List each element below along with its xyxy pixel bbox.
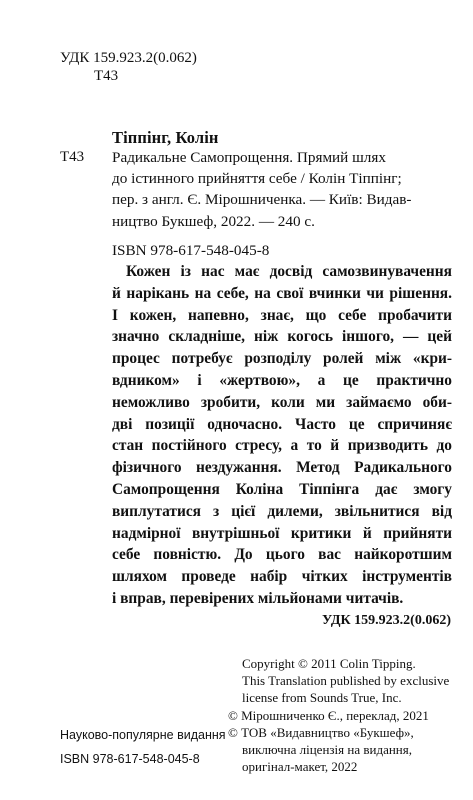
copyright-block [228, 655, 449, 775]
udk-code: УДК 159.923.2(0.062) [60, 50, 197, 66]
copyright-line: license from Sounds True, Inc. [242, 690, 402, 706]
abstract-line: значно складніше, ніж когось іншого, — цей [112, 328, 452, 346]
copyright-line: Copyright © 2011 Colin Tipping. [242, 656, 416, 671]
abstract-line: вдником» і «жертвою», а це практично [112, 371, 452, 389]
copyright-line: виключна ліцензія на видання, [242, 742, 412, 758]
abstract-line: й нарікань на себе, на свої вчинки чи рішення. [112, 284, 452, 302]
abstract-line: і вправ, перевірених мільйонами читачів. [112, 589, 404, 607]
bib-line: Радикальне Самопрощення. Прямий шлях [112, 149, 386, 166]
abstract-line: фізичного нездужання. Метод Радикального [112, 459, 452, 477]
copyright-line: © ТОВ «Видавництво «Букшеф», [228, 724, 414, 740]
author-sign-side: Т43 [60, 149, 85, 165]
abstract-line: шляхом проведе набір чітких інструментів [112, 568, 452, 586]
abstract-line: процес потребує розподілу ролей між «кри- [112, 350, 452, 368]
author-sign: Т43 [94, 68, 119, 84]
bib-line: ництво Букшеф, 2022. — 240 с. [112, 212, 315, 230]
bibliographic-description [112, 147, 452, 232]
copyright-line: оригінал-макет, 2022 [242, 759, 358, 775]
bib-line: до істинного прийняття себе / Колін Тіппінг; [112, 170, 402, 188]
copyright-line: This Translation published by exclusive [242, 673, 450, 689]
udk-footer-code: УДК 159.923.2(0.062) [322, 613, 451, 628]
abstract-line: стан постійного стресу, а то й призводить до [112, 437, 452, 455]
abstract-line: неможливо зробити, коли ми займаємо оби- [112, 393, 452, 411]
bib-line: пер. з англ. Є. Мірошниченка. — Київ: Видав- [112, 191, 412, 209]
abstract-line: дві позиції одночасно. Часто це спричиняє [112, 415, 452, 433]
author-name: Тіппінг, Колін [112, 128, 219, 147]
abstract-line: себе повністю. До цього вас найкоротшим [112, 546, 452, 564]
abstract-line: Самопрощення Коліна Тіппінга дає змогу [112, 480, 452, 498]
isbn-main: ISBN 978-617-548-045-8 [112, 242, 270, 259]
abstract-line: Кожен із нас має досвід самозвинувачення [126, 263, 452, 280]
copyright-line: © Мірошниченко Є., переклад, 2021 [228, 707, 429, 723]
abstract [112, 261, 452, 610]
abstract-line: виплутатися з цієї дилеми, звільнитися від [112, 502, 452, 520]
udk-header [60, 49, 197, 85]
abstract-line: надмірної внутрішньої критики й прийняти [112, 524, 452, 542]
isbn-footer: ISBN 978-617-548-045-8 [60, 752, 200, 766]
genre-label: Науково-популярне видання [60, 728, 226, 742]
abstract-line: І кожен, напевно, знає, що себе пробачити [112, 306, 452, 324]
